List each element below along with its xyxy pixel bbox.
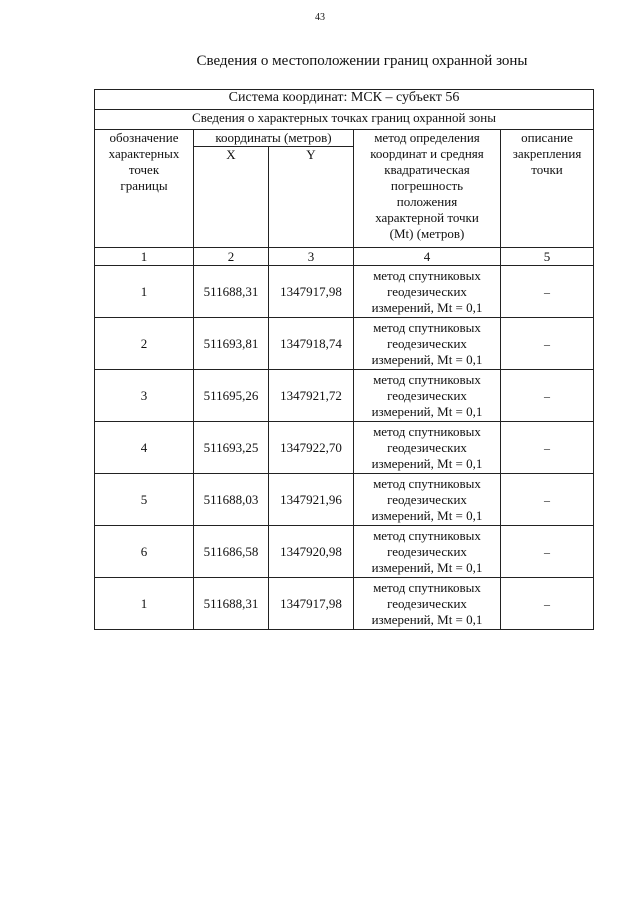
method-line: метод спутниковых — [373, 527, 481, 543]
method-line: измерений, Mt = 0,1 — [371, 507, 483, 523]
header-designation-line: точек — [128, 162, 160, 177]
header-designation-line: границы — [120, 178, 168, 193]
y-coordinate: 1347918,74 — [269, 318, 354, 370]
header-description-line: описание — [521, 130, 573, 145]
x-coordinate: 511695,26 — [194, 370, 269, 422]
point-description: – — [501, 318, 594, 370]
header-description — [501, 130, 594, 248]
header-designation-line: обозначение — [109, 130, 179, 145]
header-description-line: точки — [531, 162, 563, 177]
header-method-line: метод определения — [374, 130, 480, 145]
table-row — [95, 370, 594, 422]
point-number: 1 — [95, 266, 194, 318]
point-number: 2 — [95, 318, 194, 370]
method-line: геодезических — [387, 283, 467, 299]
header-designation-line: характерных — [108, 146, 180, 161]
point-description: – — [501, 526, 594, 578]
method-cell — [354, 526, 501, 578]
page-number: 43 — [315, 12, 325, 23]
point-description: – — [501, 578, 594, 630]
column-number: 4 — [354, 248, 501, 266]
method-line: измерений, Mt = 0,1 — [371, 611, 483, 627]
method-cell — [354, 422, 501, 474]
point-number: 5 — [95, 474, 194, 526]
column-number: 1 — [95, 248, 194, 266]
method-line: геодезических — [387, 595, 467, 611]
table-row — [95, 578, 594, 630]
header-method-line: положения — [396, 194, 458, 209]
point-number: 6 — [95, 526, 194, 578]
header-method-line: координат и средняя — [370, 146, 484, 161]
x-coordinate: 511688,31 — [194, 578, 269, 630]
table-row — [95, 318, 594, 370]
point-number: 3 — [95, 370, 194, 422]
boundary-points-table — [94, 89, 594, 630]
point-description: – — [501, 370, 594, 422]
header-method — [354, 130, 501, 248]
header-method-line: характерной точки — [375, 210, 479, 225]
method-line: геодезических — [387, 491, 467, 507]
method-line: геодезических — [387, 387, 467, 403]
header-method-line: погрешность — [390, 178, 464, 193]
method-cell — [354, 578, 501, 630]
method-line: измерений, Mt = 0,1 — [371, 559, 483, 575]
method-line: измерений, Mt = 0,1 — [371, 403, 483, 419]
header-designation — [95, 130, 194, 248]
header-coordinates: координаты (метров) — [194, 130, 354, 147]
point-description: – — [501, 474, 594, 526]
x-coordinate: 511693,25 — [194, 422, 269, 474]
method-line: метод спутниковых — [373, 267, 481, 283]
method-line: геодезических — [387, 439, 467, 455]
method-line: метод спутниковых — [373, 475, 481, 491]
method-line: метод спутниковых — [373, 319, 481, 335]
y-coordinate: 1347922,70 — [269, 422, 354, 474]
x-coordinate: 511693,81 — [194, 318, 269, 370]
header-method-line: квадратическая — [384, 162, 470, 177]
header-x: X — [194, 147, 269, 248]
document-title: Сведения о местоположении границ охранной зоны — [196, 53, 528, 69]
table-row — [95, 474, 594, 526]
method-line: измерений, Mt = 0,1 — [371, 351, 483, 367]
y-coordinate: 1347921,96 — [269, 474, 354, 526]
section-title-row: Сведения о характерных точках границ охранной зоны — [95, 110, 594, 130]
x-coordinate: 511686,58 — [194, 526, 269, 578]
table-row — [95, 422, 594, 474]
x-coordinate: 511688,03 — [194, 474, 269, 526]
point-description: – — [501, 266, 594, 318]
point-number: 1 — [95, 578, 194, 630]
method-line: геодезических — [387, 543, 467, 559]
point-description: – — [501, 422, 594, 474]
table-row — [95, 526, 594, 578]
method-line: метод спутниковых — [373, 371, 481, 387]
method-line: метод спутниковых — [373, 579, 481, 595]
point-number: 4 — [95, 422, 194, 474]
column-number: 2 — [194, 248, 269, 266]
method-line: измерений, Mt = 0,1 — [371, 299, 483, 315]
coordinate-system-row: Система координат: МСК – субъект 56 — [95, 90, 594, 110]
column-number: 5 — [501, 248, 594, 266]
y-coordinate: 1347917,98 — [269, 266, 354, 318]
y-coordinate: 1347920,98 — [269, 526, 354, 578]
method-line: метод спутниковых — [373, 423, 481, 439]
header-method-line: (Mt) (метров) — [389, 226, 465, 241]
method-cell — [354, 474, 501, 526]
method-cell — [354, 318, 501, 370]
method-cell — [354, 370, 501, 422]
method-line: геодезических — [387, 335, 467, 351]
method-line: измерений, Mt = 0,1 — [371, 455, 483, 471]
header-description-line: закрепления — [512, 146, 582, 161]
header-y: Y — [269, 147, 354, 248]
x-coordinate: 511688,31 — [194, 266, 269, 318]
method-cell — [354, 266, 501, 318]
y-coordinate: 1347921,72 — [269, 370, 354, 422]
column-number: 3 — [269, 248, 354, 266]
y-coordinate: 1347917,98 — [269, 578, 354, 630]
table-row — [95, 266, 594, 318]
